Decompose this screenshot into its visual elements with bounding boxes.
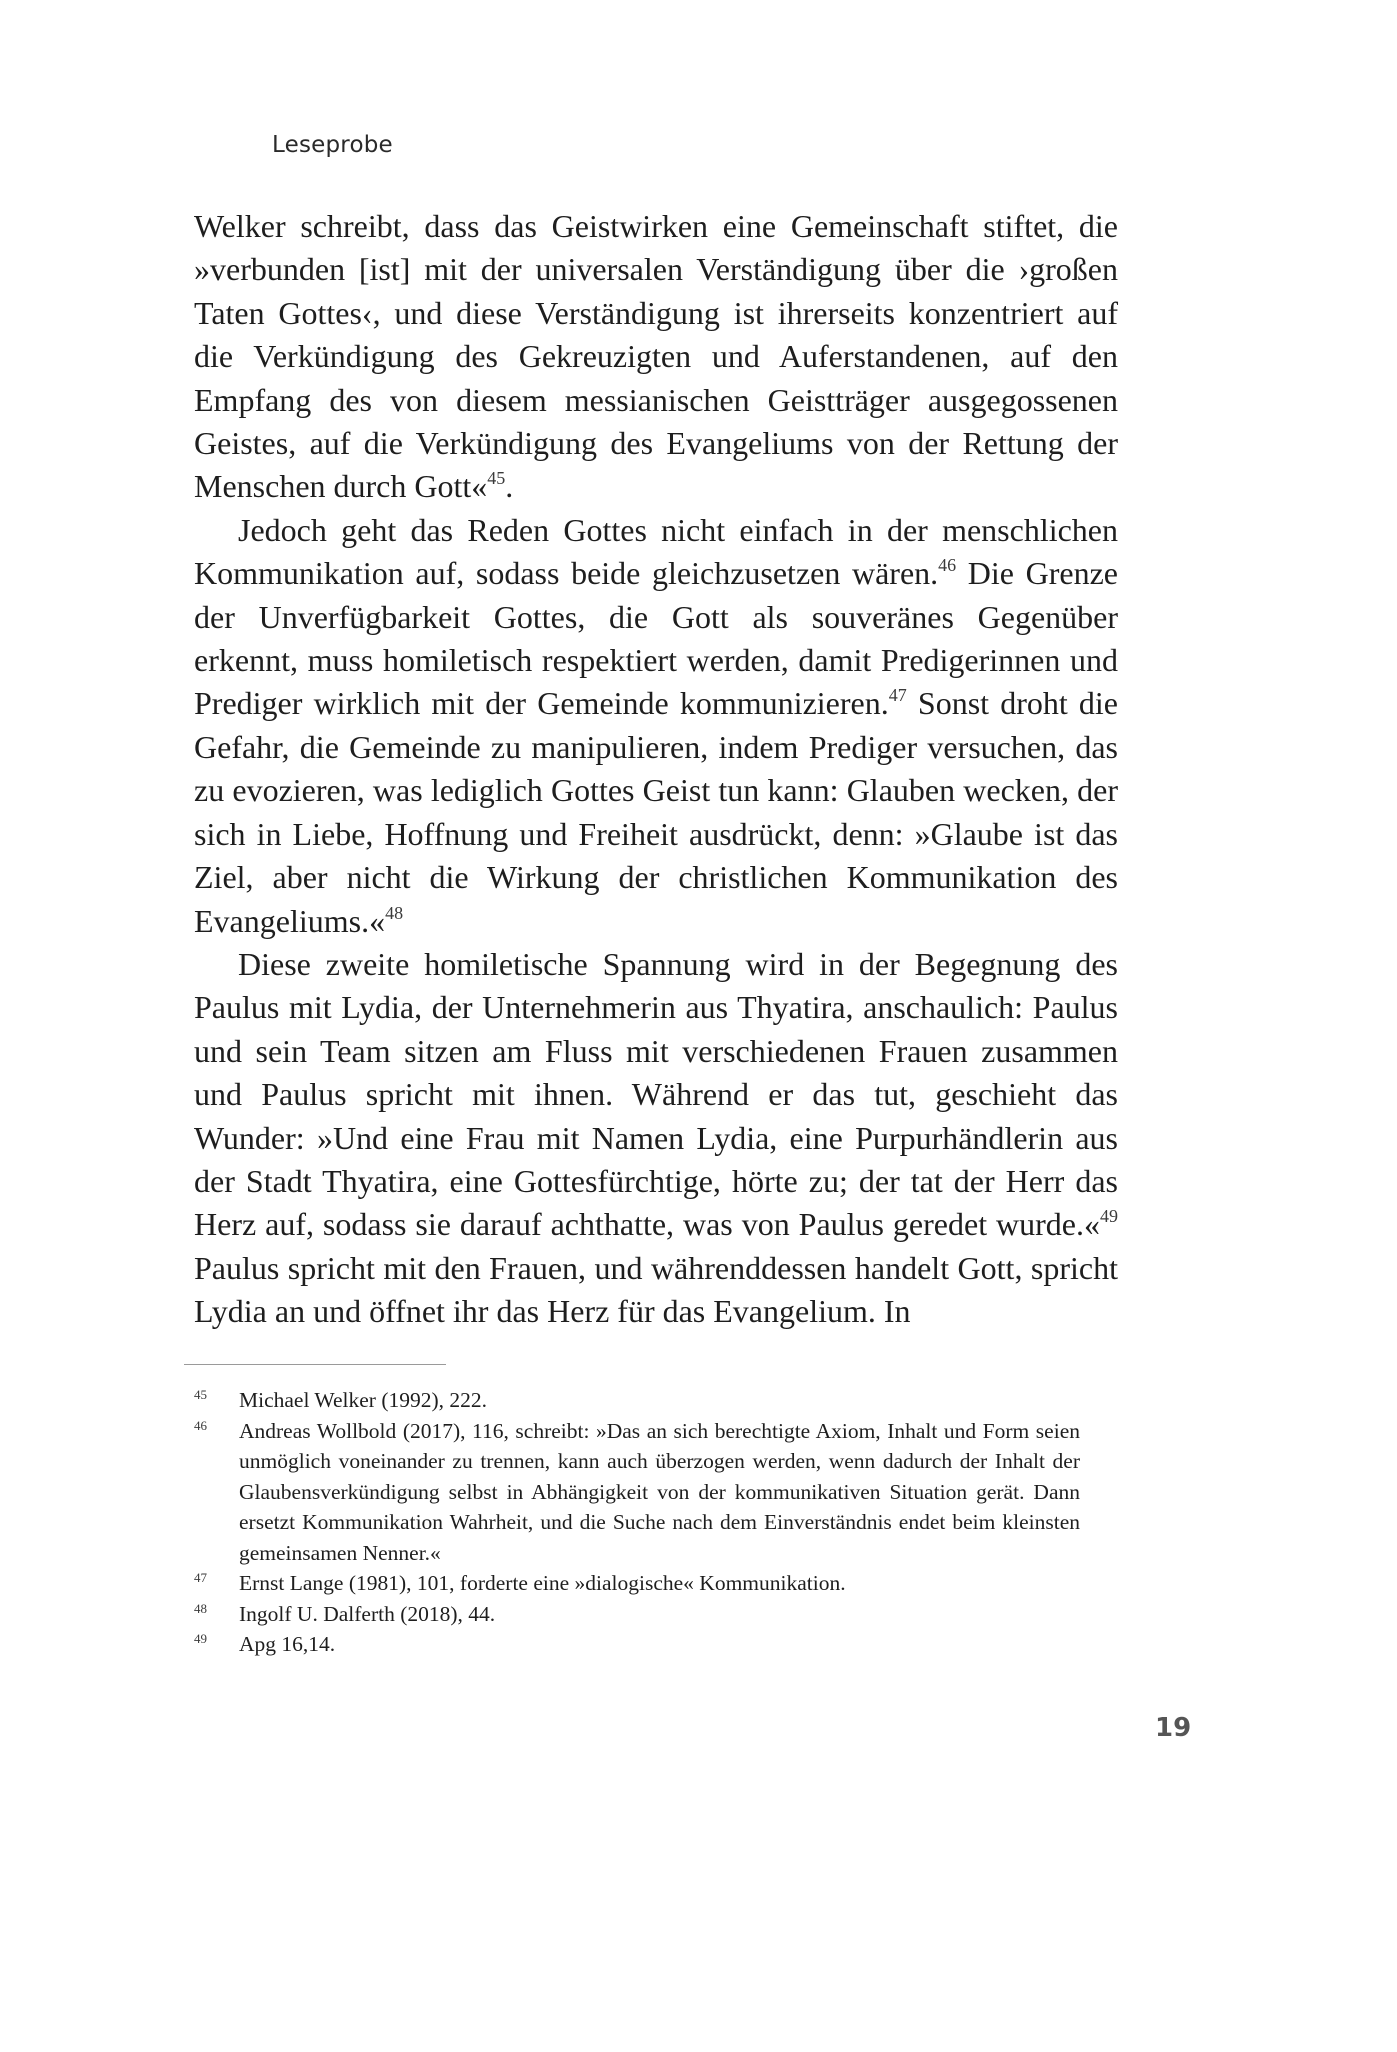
body-text [194,205,1118,1334]
footnote-48 [194,1599,1080,1630]
footnote-text: Ingolf U. Dalferth (2018), 44. [239,1601,496,1626]
text-segment: Diese zweite homiletische Spannung wird in der Begegnung des Paulus mit Lydia, der Unternehmerin aus Thyatira, anschaulich: Paulus und sein Team sitzen am Fluss mit verschiedenen Frauen zusammen und Paulus spricht mit ihnen. Während er das tut, geschieht das Wunder: »Und eine Frau mit Namen Lydia, eine Purpurhändlerin aus der Stadt Thyatira, eine Gottesfürchtige, hörte zu; der tat der Herr das Herz auf, sodass sie darauf achthatte, was von Paulus geredet wurde.« [194,945,1118,1243]
text-segment: Welker schreibt, dass das Geistwirken eine Gemeinschaft stiftet, die »verbunden [ist] mit der universalen Verständigung über die ›großen Taten Gottes‹, und diese Verständigung ist ihrerseits konzentriert auf die Verkündigung des Gekreuzigten und Auferstandenen, auf den Empfang des von diesem messianischen Geistträger ausgegossenen Geistes, auf die Verkündigung des Evangeliums von der Rettung der Menschen durch Gott« [194,208,1118,505]
page-number: 19 [1155,1713,1192,1743]
paragraph-1 [194,205,1118,509]
footnotes [194,1385,1080,1660]
footnote-ref-48[interactable]: 48 [385,902,404,923]
footnote-ref-45[interactable]: 45 [487,468,506,489]
footnote-ref-47[interactable]: 47 [888,685,907,706]
footnote-number: 45 [194,1387,207,1402]
footnote-49 [194,1629,1080,1660]
footnote-number: 49 [194,1631,207,1646]
paragraph-3 [194,943,1118,1334]
footnote-ref-49[interactable]: 49 [1100,1206,1118,1227]
footnote-divider [184,1364,446,1365]
paragraph-2 [194,509,1118,943]
footnote-number: 48 [194,1600,207,1616]
text-segment: Die Grenze der Unverfügbarkeit Gottes, die Gott als souveränes Gegenüber erkennt, muss homiletisch respektiert werden, damit Predigerinnen und Prediger wirklich mit der Gemeinde kommunizieren. [194,555,1119,722]
footnote-46 [194,1416,1080,1569]
footnote-47 [194,1568,1080,1599]
footnote-number: 47 [194,1570,207,1585]
footnote-45 [194,1385,1080,1416]
footnote-text: Ernst Lange (1981), 101, forderte eine »dialogische« Kommunikation. [239,1571,846,1595]
text-segment: . [505,468,514,505]
running-head: Leseprobe [272,132,393,158]
footnote-number: 46 [194,1417,207,1433]
text-segment: Sonst droht die Gefahr, die Gemeinde zu manipulieren, indem Prediger versuchen, das zu evozieren, was lediglich Gottes Geist tun kann: Glauben wecken, der sich in Liebe, Hoffnung und Freiheit ausdrückt, denn: »Glaube ist das Ziel, aber nicht die Wirkung der christlichen Kommunikation des Evangeliums.« [194,685,1119,939]
footnote-text: Apg 16,14. [239,1632,336,1656]
footnote-text: Michael Welker (1992), 222. [239,1388,488,1412]
footnote-text: Andreas Wollbold (2017), 116, schreibt: »Das an sich berechtigte Axiom, Inhalt und Form seien unmöglich voneinander zu trennen, kann auch überzogen werden, wenn dadurch der Inhalt der Glaubensverkündigung selbst in Abhängigkeit von der kommunikativen Situation gerät. Dann ersetzt Kommunikation Wahrheit, und die Suche nach dem Einverständnis endet beim kleinsten gemeinsamen Nenner.« [239,1418,1080,1565]
footnote-ref-46[interactable]: 46 [938,555,957,576]
text-segment: Paulus spricht mit den Frauen, und währenddessen handelt Gott, spricht Lydia an und öffnet ihr das Herz für das Evangelium. In [194,1249,1118,1330]
text-segment: Jedoch geht das Reden Gottes nicht einfach in der menschlichen Kommunikation auf, sodass beide gleichzusetzen wären. [194,511,1118,592]
